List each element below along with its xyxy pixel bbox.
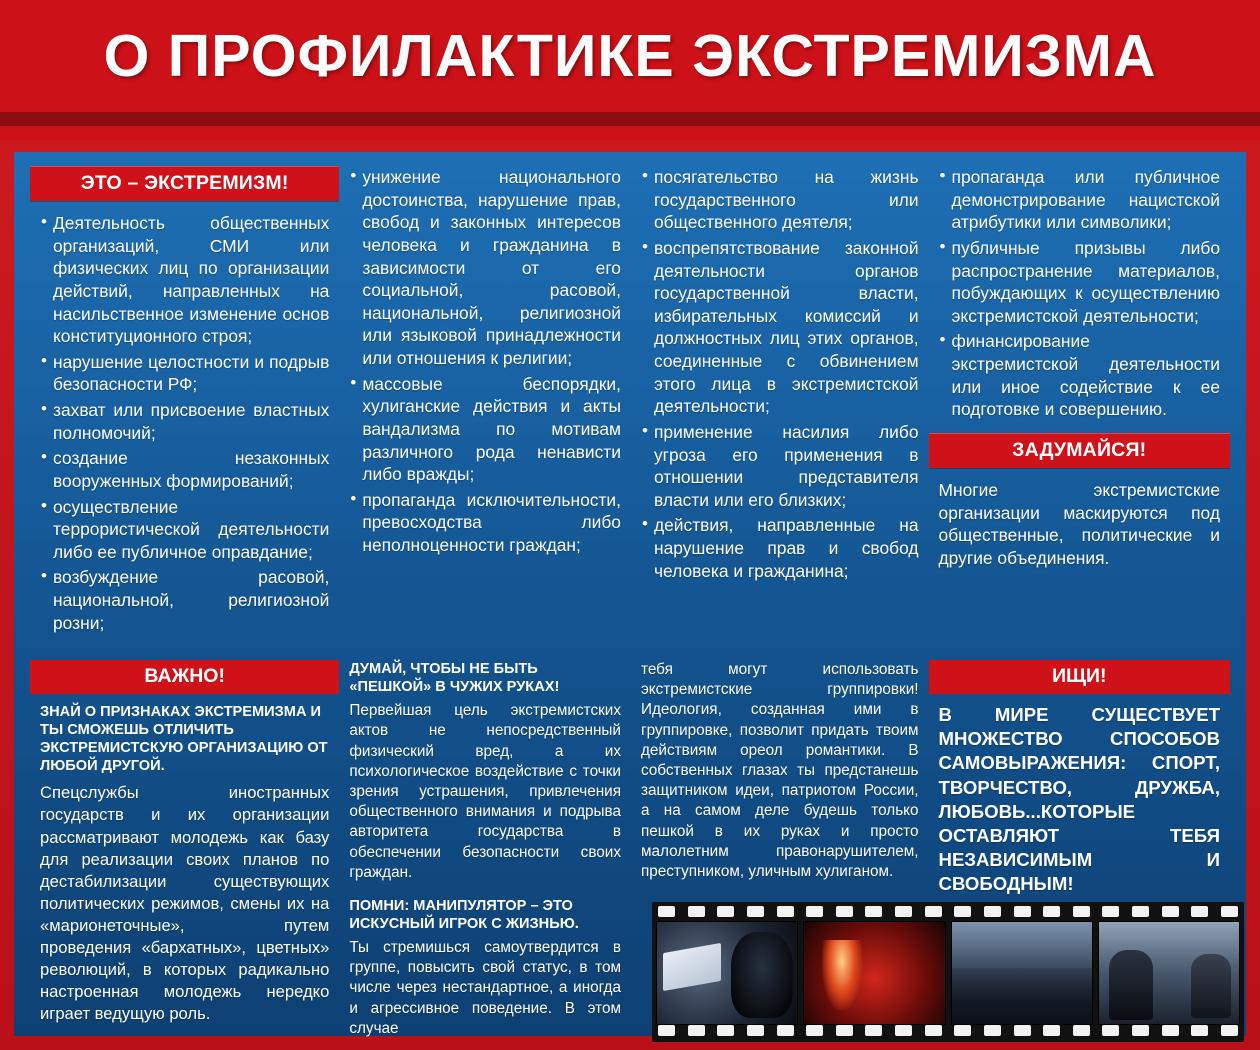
- page-title: О ПРОФИЛАКТИКЕ ЭКСТРЕМИЗМА: [103, 23, 1157, 89]
- list-item: • массовые беспорядки, хулиганские действия и акты вандализма по мотивам различного рода ненависти либо вражды;: [349, 373, 621, 486]
- extremism-list-3: [641, 166, 919, 582]
- groups-body: тебя могут использовать экстремистские группировки! Идеология, созданная ими в группировке, позволит придать твоим действиям ореол романтики. В собственных глазах ты предстанешь защитником идеи, патриотом России, а на самом деле будешь только пешкой в их руках и просто малолетним правонарушителем, преступником, уличным хулиганом.: [640, 661, 919, 880]
- filmstrip-frames: [656, 921, 1240, 1025]
- list-item: • пропаганда или публичное демонстрирование нацистской атрибутики или символики;: [939, 166, 1220, 234]
- think-pawn-heading: ДУМАЙ, ЧТОБЫ НЕ БЫТЬ «ПЕШКОЙ» В ЧУЖИХ РУКАХ!: [349, 661, 560, 696]
- manipulator-body: Ты стремишься самоутвердится в группе, повысить свой статус, в том числе через нестандартное, а иногда и агрессивное поведение. В этом случае: [349, 939, 621, 1037]
- definition-columns: [14, 152, 1246, 652]
- section-heading-think: ЗАДУМАЙСЯ!: [929, 433, 1230, 468]
- list-item: • публичные призывы либо распространение материалов, побуждающих к осуществлению экстремистской деятельности;: [939, 237, 1220, 328]
- extremism-list-2: [349, 166, 621, 557]
- list-item: • нарушение целостности и подрыв безопасности РФ;: [40, 351, 329, 396]
- important-lead: ЗНАЙ О ПРИЗНАКАХ ЭКСТРЕМИЗМА И ТЫ СМОЖЕШЬ ОТЛИЧИТЬ ЭКСТРЕМИСТСКУЮ ОРГАНИЗАЦИЮ ОТ ЛЮБОЙ ДРУГОЙ.: [40, 704, 328, 775]
- photo-filmstrip: [652, 902, 1244, 1042]
- manipulator-heading: ПОМНИ: МАНИПУЛЯТОР – ЭТО ИСКУСНЫЙ ИГРОК С ЖИЗНЬЮ.: [349, 897, 579, 932]
- column-extremism-continued-1: [339, 166, 631, 652]
- list-item: • осуществление террористической деятельности либо ее публичное оправдание;: [40, 496, 329, 564]
- list-item: • применение насилия либо угроза его применения в отношении представителя власти или его близких;: [641, 421, 919, 512]
- think-pawn-body: Первейшая цель экстремистских актов не непосредственный физический вред, а их психологическое воздействие с точки зрения устрашения, привлечения общественного внимания и подрыва авторитета государства в обеспечении безопасности своих граждан.: [349, 702, 621, 881]
- list-item: • пропаганда исключительности, превосходства либо неполноценности граждан;: [349, 489, 621, 557]
- photo-frame-hacker: [656, 921, 798, 1025]
- column-think-pawn: [339, 660, 631, 1036]
- list-item: • создание незаконных вооруженных формирований;: [40, 447, 329, 492]
- important-body: Спецслужбы иностранных государств и их организации рассматривают молодежь как базу для реализации своих планов по дестабилизации существующих политических режимов, смены их на «марионеточные», путем проведения «бархатных», цветных» революций, в которых радикально настроенная молодежь нередко играет ведущую роль.: [40, 783, 330, 1023]
- list-item: • финансирование экстремистской деятельности или иное содействие к ее подготовке и совершению.: [939, 330, 1220, 421]
- column-extremism-continued-3: [929, 166, 1230, 652]
- photo-frame-crowd: [951, 921, 1093, 1025]
- extremism-list-4: [939, 166, 1220, 421]
- section-heading-important: ВАЖНО!: [30, 660, 339, 694]
- think-text: Многие экстремистские организации маскируются под общественные, политические и другие объединения.: [938, 479, 1220, 568]
- list-item: • Деятельность общественных организаций, СМИ или физических лиц по организации действий, направленных на насильственное изменение основ конституционного строя;: [40, 212, 329, 348]
- search-body: В МИРЕ СУЩЕСТВУЕТ МНОЖЕСТВО СПОСОБОВ САМОВЫРАЖЕНИЯ: СПОРТ, ТВОРЧЕСТВО, ДРУЖБА, ЛЮБОВЬ...КОТОРЫЕ ОСТАВЛЯЮТ ТЕБЯ НЕЗАВИСИМЫМ И СВОБОДНЫМ!: [938, 704, 1220, 895]
- poster-header: [0, 0, 1260, 112]
- extremism-list-1: [40, 212, 329, 634]
- header-divider-dark: [0, 112, 1260, 126]
- list-item: • захват или присвоение властных полномочий;: [40, 399, 329, 444]
- filmstrip-holes-bottom: [652, 1025, 1244, 1038]
- column-extremism-definition: [30, 166, 339, 652]
- section-heading-extremism: ЭТО – ЭКСТРЕМИЗМ!: [30, 166, 339, 201]
- list-item: • действия, направленные на нарушение прав и свобод человека и гражданина;: [641, 514, 919, 582]
- column-extremism-continued-2: [631, 166, 929, 652]
- list-item: • посягательство на жизнь государственного или общественного деятеля;: [641, 166, 919, 234]
- list-item: • воспрепятствование законной деятельности органов государственной власти, избирательных комиссий и должностных лиц этих органов, соединенные с обвинением этого лица в экстремистской деятельности;: [641, 237, 919, 418]
- column-important: [30, 660, 339, 1036]
- filmstrip-holes-top: [652, 906, 1244, 919]
- list-item: • унижение национального достоинства, нарушение прав, свобод и законных интересов человека и гражданина в зависимости от его социальной, расовой, национальной, религиозной или языковой принадлежности или отношения к религии;: [349, 166, 621, 370]
- header-divider-red: [0, 126, 1260, 140]
- list-item: • возбуждение расовой, национальной, религиозной розни;: [40, 566, 329, 634]
- section-heading-search: ИЩИ!: [929, 660, 1230, 694]
- photo-frame-police: [1098, 921, 1240, 1025]
- photo-frame-flares: [803, 921, 945, 1025]
